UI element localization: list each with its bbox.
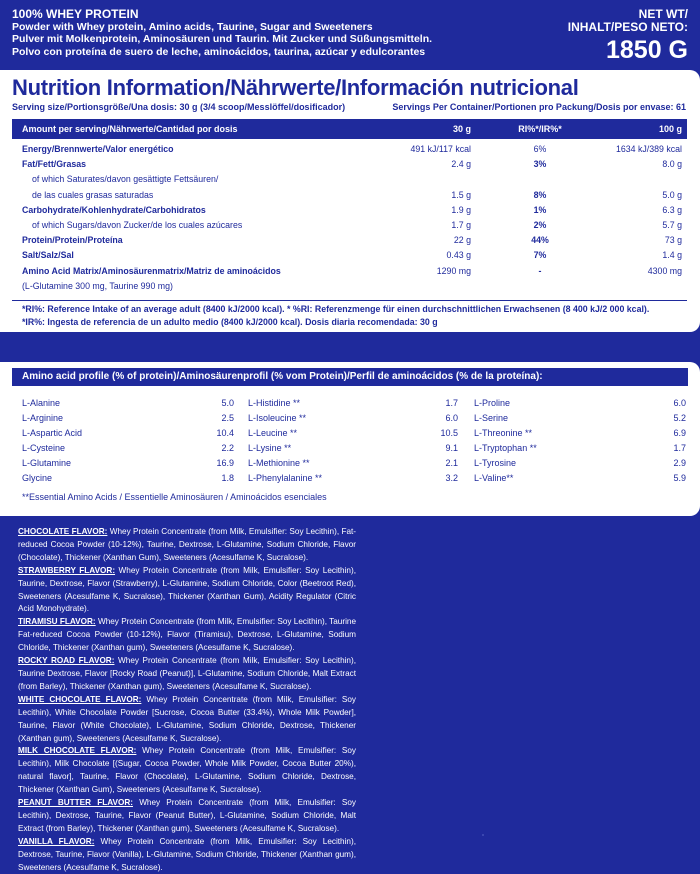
amino-acid-item [248, 426, 458, 441]
value-30g: 1.7 g [451, 219, 471, 230]
nutrient-label: de las cuales grasas saturadas [32, 189, 154, 200]
value-100g: 6.3 g [662, 204, 682, 215]
amino-acid-item [22, 411, 234, 426]
amino-acid-item [474, 411, 686, 426]
flavor-ingredients-text: Whey Protein Concentrate (from Milk, Emulsifier: Soy Lecithin), Dextrose, Taurine, Flavor (Vanilla), L-Glutamine, Sodium Chloride, Thickener (Xanthan gum), Sweeteners (Acesulfame K, Sucralose). [18, 836, 356, 872]
value-ri: 8% [533, 189, 547, 200]
nutrition-row [12, 279, 687, 294]
flavor-name: STRAWBERRY FLAVOR: [18, 565, 116, 575]
amino-acid-value: 5.9 [673, 473, 686, 483]
flavor-paragraph [18, 797, 356, 836]
header-ri: RI%*/IR%* [518, 124, 562, 134]
amino-acid-value: 5.2 [673, 413, 686, 423]
value-30g: 1.5 g [451, 189, 471, 200]
amino-footnote: **Essential Amino Acids / Essentielle Aminosäuren / Aminoácidos esenciales [22, 492, 327, 502]
description-line-es: Polvo con proteína de suero de leche, aminoácidos, taurina, azúcar y edulcorantes [12, 45, 426, 58]
amino-acid-item [248, 396, 458, 411]
value-100g: 5.7 g [662, 219, 682, 230]
amino-column-1 [22, 396, 234, 486]
amino-acid-name: L-Leucine ** [248, 428, 298, 438]
value-100g: 5.0 g [662, 189, 682, 200]
amino-acid-value: 6.0 [445, 413, 458, 423]
net-weight-label-2: INHALT/PESO NETO: [567, 19, 688, 34]
nutrition-row [12, 264, 687, 279]
amino-acid-value: 3.2 [445, 473, 458, 483]
flavor-name: TIRAMISU FLAVOR: [18, 617, 96, 627]
nutrition-row [12, 157, 687, 172]
flavor-ingredients-text: Whey Protein Concentrate (from Milk, Emulsifier: Soy Lecithin), Milk Chocolate [(Sugar, Cocoa Powder, Whole Milk Powder, Cocoa Butter 20%), natural flavor], Taurine, Flavor (Chocolate), L-Glutamine, Sodium Chloride, Dextrose, Thickener (Xanthan Gum), Sweeteners (Acesulfame K, Sucralose). [18, 746, 357, 795]
nutrition-table-body [12, 142, 687, 294]
amino-acid-name: L-Threonine ** [474, 428, 533, 438]
amino-acid-item [474, 471, 686, 486]
nutrient-label: Fat/Fett/Grasas [22, 159, 87, 170]
amino-acid-value: 16.9 [216, 458, 234, 468]
divider [12, 300, 687, 301]
nutrient-label: of which Sugars/davon Zucker/de los cuales azúcares [32, 219, 243, 230]
amino-acid-name: L-Valine** [474, 473, 514, 483]
flavor-name: MILK CHOCOLATE FLAVOR: [18, 746, 137, 756]
amino-acid-value: 9.1 [445, 443, 458, 453]
flavor-ingredients-text: Whey Protein Concentrate (from Milk, Emulsifier: Soy Lecithin), Taurine Fat-reduced Cocoa Powder (10-12%), Flavor (Tiramisu), Dextrose, L-Glutamine, Sodium Chloride, Thickener (Xanthan gum), Sweeteners (Acesulfame K, Sucralose). [18, 617, 357, 653]
amino-acid-value: 2.1 [445, 458, 458, 468]
flavor-paragraph [18, 694, 356, 746]
value-ri: 3% [533, 159, 547, 170]
amino-acid-item [474, 441, 686, 456]
product-title: 100% WHEY PROTEIN [12, 7, 139, 21]
flavor-name: ROCKY ROAD FLAVOR: [18, 656, 115, 666]
nutrition-title: Nutrition Information/Nährwerte/Información nutricional [12, 75, 579, 100]
flavor-paragraph [18, 655, 356, 694]
flavor-ingredients-text: Whey Protein Concentrate (from Milk, Emulsifier: Soy Lecithin), White Chocolate Powder [Sucrose, Cocoa Butter (33.4%), Whole Milk Powder], Taurine, Flavor (White Chocolate), L-Glutamine, Sodium Chloride, Dextrose, Thickener (Xanthan gum), Sweeteners (Acesulfame K, Sucralose). [18, 694, 357, 743]
value-30g: 1.9 g [451, 204, 471, 215]
amino-acid-value: 2.2 [221, 443, 234, 453]
amino-acid-name: L-Phenylalanine ** [248, 473, 323, 483]
description-line-en: Powder with Whey protein, Amino acids, Taurine, Sugar and Sweeteners [12, 20, 373, 33]
amino-acid-item [22, 396, 234, 411]
description-line-de: Pulver mit Molkenprotein, Aminosäuren und Taurin. Mit Zucker und Süßungsmitteln. [12, 33, 433, 45]
amino-acid-name: L-Arginine [22, 413, 64, 423]
note-line: *RI%: Reference Intake of an average adult (8400 kJ/2000 kcal). * %RI: Referenzmenge für einen durchschnittlichen Erwachsenen (8 400 kJ/2 000 kcal). [22, 304, 650, 314]
nutrient-label: Energy/Brennwerte/Valor energético [22, 144, 174, 154]
amino-column-3 [474, 396, 686, 486]
flavor-name: WHITE CHOCOLATE FLAVOR: [18, 694, 142, 704]
amino-acid-value: 2.9 [673, 458, 686, 468]
amino-acid-name: L-Lysine ** [248, 443, 292, 453]
value-100g: 4300 mg [647, 265, 682, 276]
flavor-ingredients-text: Whey Protein Concentrate (from Milk, Emulsifier: Soy Lecithin), Dextrose, Taurine, Flavor (Peanut Butter), L-Glutamine, Sodium Chloride, Malt Extract (from Barley), Thickener (Xanthan gum), Sweeteners (Acesulfame K, Sucralose). [18, 798, 356, 833]
amino-acid-value: 1.8 [221, 473, 234, 483]
amino-acid-item [248, 471, 458, 486]
amino-title: Amino acid profile (% of protein)/Aminosäurenprofil (% vom Protein)/Perfil de aminoácidos (% de la proteína): [12, 368, 688, 386]
nutrition-row [12, 172, 687, 187]
label-header [12, 8, 688, 68]
amino-acid-item [474, 426, 686, 441]
value-ri: 2% [533, 219, 547, 230]
value-30g: 0.43 g [446, 250, 471, 261]
value-ri: 44% [531, 235, 549, 246]
value-30g: 491 kJ/117 kcal [410, 144, 471, 154]
value-30g: 1290 mg [436, 265, 471, 276]
amino-acid-name: L-Cysteine [22, 443, 66, 453]
flavor-name: CHOCOLATE FLAVOR: [18, 527, 108, 536]
nutrition-row [12, 248, 687, 263]
flavor-ingredients-text: Whey Protein Concentrate (from Milk, Emulsifier: Soy Lecithin), Taurine, Dextrose, Flavor (Strawberry), L-Glutamine, Sodium Chloride, Color (Beetroot Red), Sweeteners (Acesulfame K, Sucralose), Thickener (Xanthan Gum), Acidity Regulator (Citric Acid Monohydrate). [18, 565, 356, 614]
nutrient-label: of which Saturates/davon gesättigte Fettsäuren/ [32, 174, 219, 185]
amino-acid-value: 10.5 [440, 428, 458, 438]
note-line: *IR%: Ingesta de referencia de un adulto medio (8400 kJ/2000 kcal). Dosis diaria recomendada: 30 g [22, 317, 438, 327]
nutrition-row [12, 218, 687, 233]
amino-acid-value: 5.0 [221, 398, 234, 408]
flavor-paragraph [18, 565, 356, 617]
amino-acid-value: 10.4 [216, 428, 234, 438]
nutrient-label: Protein/Protein/Proteína [22, 235, 123, 246]
flavor-paragraph [18, 745, 356, 797]
amino-acid-value: 1.7 [445, 398, 458, 408]
amino-panel [0, 362, 700, 516]
net-weight-block [568, 8, 688, 65]
flavor-ingredients-text: Whey Protein Concentrate (from Milk, Emulsifier: Soy Lecithin), Taurine Dextrose, Flavor [Rocky Road (Peanut)], L-Glutamine, Sodium Chloride, Malt Extract (from Barley), Thickener (Xanthan gum), Sweeteners (Acesulfame K, Sucralose). [18, 656, 356, 691]
reference-notes [12, 303, 687, 329]
value-ri: - [538, 265, 542, 276]
amino-acid-value: 6.9 [673, 428, 686, 438]
amino-acid-name: L-Tryptophan ** [474, 443, 537, 453]
amino-column-2 [248, 396, 458, 486]
value-30g: 22 g [453, 235, 471, 246]
serving-size: Serving size/Portionsgröße/Una dosis: 30 g (3/4 scoop/Messlöffel/dosificador) [12, 102, 346, 112]
net-weight-label-1: NET WT/ [638, 7, 688, 21]
amino-acid-item [248, 441, 458, 456]
amino-acid-item [22, 456, 234, 471]
amino-acid-item [22, 471, 234, 486]
flavor-ingredients-text: Whey Protein Concentrate (from Milk, Emulsifier: Soy Lecithin), Fat-reduced Cocoa Powder (10-12%), Taurine, Dextrose, L-Glutamine, Sodium Chloride, Flavor (Chocolate), Thickener (Xanthan Gum), Sweeteners (Acesulfame K, Sucralose). [18, 527, 357, 562]
flavor-paragraph [18, 836, 356, 874]
flavor-paragraph [18, 616, 356, 655]
header-30g: 30 g [452, 124, 471, 134]
amino-acid-item [22, 441, 234, 456]
flavor-name: VANILLA FLAVOR: [18, 836, 95, 846]
amino-acid-value: 1.7 [673, 443, 686, 453]
amino-acid-name: L-Proline [474, 398, 511, 408]
nutrient-label: (L-Glutamine 300 mg, Taurine 990 mg) [22, 280, 173, 291]
value-ri: 6% [533, 144, 547, 154]
nutrition-panel [0, 70, 700, 332]
flavor-ingredients [18, 526, 356, 874]
header-amount: Amount per serving/Nährwerte/Cantidad por dosis [22, 124, 238, 134]
value-30g: 2.4 g [451, 159, 471, 170]
amino-acid-value: 2.5 [221, 413, 234, 423]
net-weight-value: 1850 G [605, 36, 688, 64]
value-100g: 8.0 g [662, 159, 682, 170]
nutrient-label: Salt/Salz/Sal [22, 250, 74, 261]
value-ri: 1% [533, 204, 547, 215]
flavor-name: PEANUT BUTTER FLAVOR: [18, 798, 133, 808]
amino-acid-name: L-Aspartic Acid [22, 428, 83, 438]
nutrition-row [12, 233, 687, 248]
decorative-dot [482, 834, 484, 836]
nutrient-label: Amino Acid Matrix/Aminosäurenmatrix/Matriz de aminoácidos [22, 265, 281, 276]
amino-acid-item [474, 396, 686, 411]
value-100g: 1.4 g [662, 250, 682, 261]
value-ri: 7% [533, 250, 547, 261]
servings-per-container: Servings Per Container/Portionen pro Packung/Dosis por envase: 61 [392, 102, 686, 112]
amino-acid-name: L-Histidine ** [248, 398, 301, 408]
amino-acid-item [22, 426, 234, 441]
amino-acid-name: Glycine [22, 473, 53, 483]
amino-acid-name: L-Serine [474, 413, 509, 423]
amino-acid-name: L-Tyrosine [474, 458, 517, 468]
nutrition-row [12, 203, 687, 218]
value-100g: 1634 kJ/389 kcal [615, 144, 682, 154]
flavor-paragraph [18, 526, 356, 565]
amino-acid-item [248, 411, 458, 426]
nutrition-row [12, 188, 687, 203]
nutrition-table-header [12, 119, 687, 139]
nutrient-label: Carbohydrate/Kohlenhydrate/Carbohidratos [22, 204, 206, 215]
amino-acid-value: 6.0 [673, 398, 686, 408]
amino-acid-item [474, 456, 686, 471]
amino-acid-name: L-Alanine [22, 398, 61, 408]
amino-acid-name: L-Isoleucine ** [248, 413, 307, 423]
amino-acid-item [248, 456, 458, 471]
amino-acid-name: L-Glutamine [22, 458, 72, 468]
value-100g: 73 g [664, 235, 682, 246]
header-100g: 100 g [658, 124, 682, 134]
nutrition-row [12, 142, 687, 157]
amino-acid-name: L-Methionine ** [248, 458, 310, 468]
product-description [12, 8, 532, 58]
